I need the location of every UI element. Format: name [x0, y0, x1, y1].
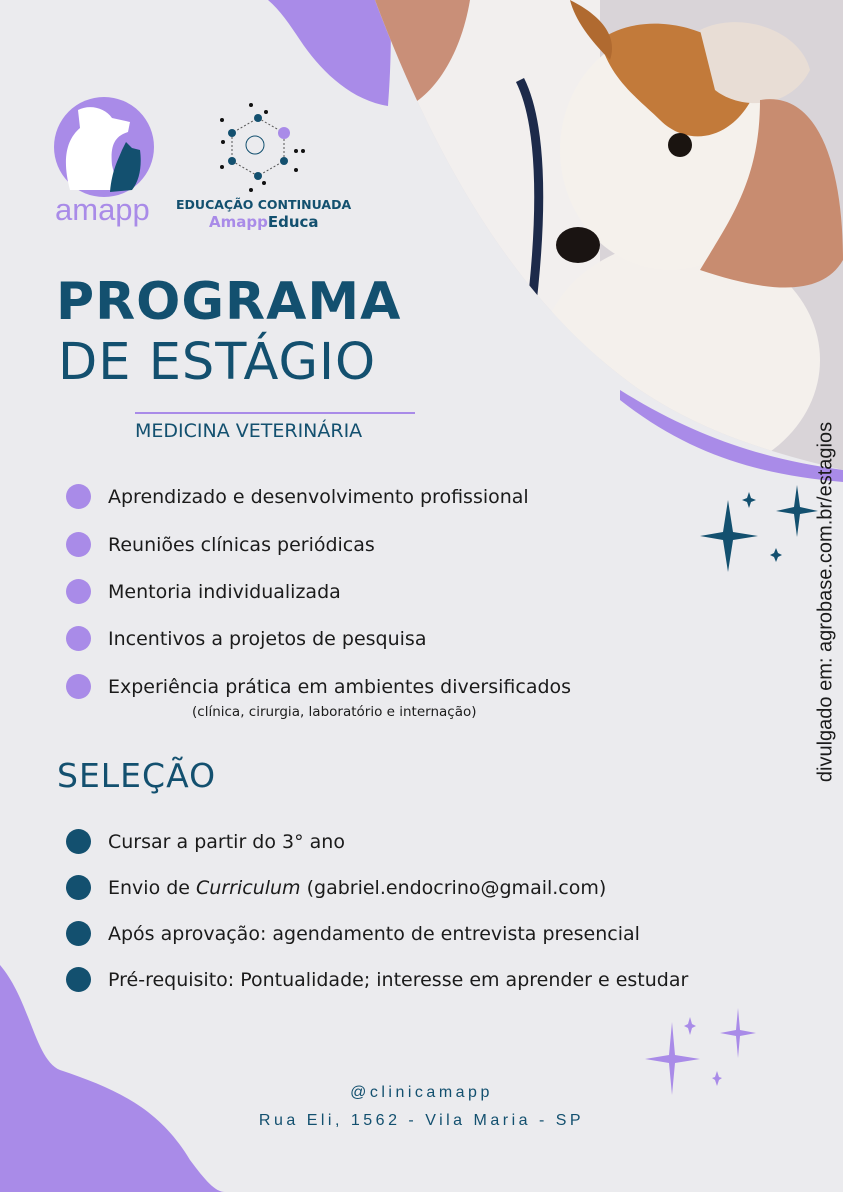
bullet-icon: [66, 967, 91, 992]
selection-item: [66, 967, 688, 992]
edu-logo-title: EDUCAÇÃO CONTINUADA: [176, 197, 352, 212]
benefit-note: (clínica, cirurgia, laboratório e internação): [192, 704, 477, 720]
bullet-icon: [66, 674, 91, 699]
edu-logo-brand: [209, 213, 319, 231]
sparkles-purple-icon: [645, 1008, 756, 1095]
selection-text: [108, 877, 606, 899]
benefit-item: [66, 579, 341, 604]
title-line1: PROGRAMA: [56, 272, 402, 332]
purple-top-blob: [268, 0, 391, 106]
benefit-item: [66, 626, 426, 651]
bullet-icon: [66, 626, 91, 651]
amapp-logo-text: amapp: [55, 192, 150, 227]
benefit-text: Mentoria individualizada: [108, 580, 341, 603]
selection-item: [66, 875, 606, 900]
selection-text: Após aprovação: agendamento de entrevista presencial: [108, 922, 640, 945]
benefit-text: Aprendizado e desenvolvimento profissional: [108, 485, 529, 508]
selection-text: Cursar a partir do 3° ano: [108, 830, 345, 853]
purple-bottom-blob: [0, 965, 225, 1192]
address: Rua Eli, 1562 - Vila Maria - SP: [258, 1112, 585, 1129]
benefit-text: Reuniões clínicas periódicas: [108, 533, 375, 556]
title-line2: DE ESTÁGIO: [58, 333, 377, 392]
selection-text: Pré-requisito: Pontualidade; interesse em aprender e estudar: [108, 968, 689, 991]
email-text: (gabriel.endocrino@gmail.com): [300, 876, 607, 899]
selection-heading: SELEÇÃO: [57, 756, 217, 795]
bullet-icon: [66, 532, 91, 557]
benefit-text: Incentivos a projetos de pesquisa: [108, 627, 427, 650]
selection-item: [66, 829, 345, 854]
bullet-icon: [66, 921, 91, 946]
educacao-continuada-logo-icon: [220, 103, 305, 192]
selection-item: [66, 921, 640, 946]
sparkles-dark-icon: [700, 485, 818, 572]
subtitle: MEDICINA VETERINÁRIA: [135, 420, 363, 442]
bullet-icon: [66, 829, 91, 854]
text-italic: Curriculum: [196, 876, 301, 899]
benefit-item: [66, 484, 529, 509]
veterinarian-dog-photo: [375, 0, 843, 480]
benefit-text: Experiência prática em ambientes diversificados: [108, 675, 572, 698]
edu-brand-amapp: Amapp: [209, 213, 268, 231]
side-credit: divulgado em: agrobase.com.br/estagios: [814, 421, 837, 783]
edu-brand-educa: Educa: [267, 213, 319, 231]
text-prefix: Envio de: [108, 876, 197, 899]
social-handle: @clinicamapp: [350, 1084, 493, 1101]
bullet-icon: [66, 484, 91, 509]
bullet-icon: [66, 875, 91, 900]
divider: [135, 412, 415, 414]
bullet-icon: [66, 579, 91, 604]
benefit-item: [66, 674, 571, 699]
amapp-logo-icon: [54, 97, 154, 197]
benefit-item: [66, 532, 375, 557]
